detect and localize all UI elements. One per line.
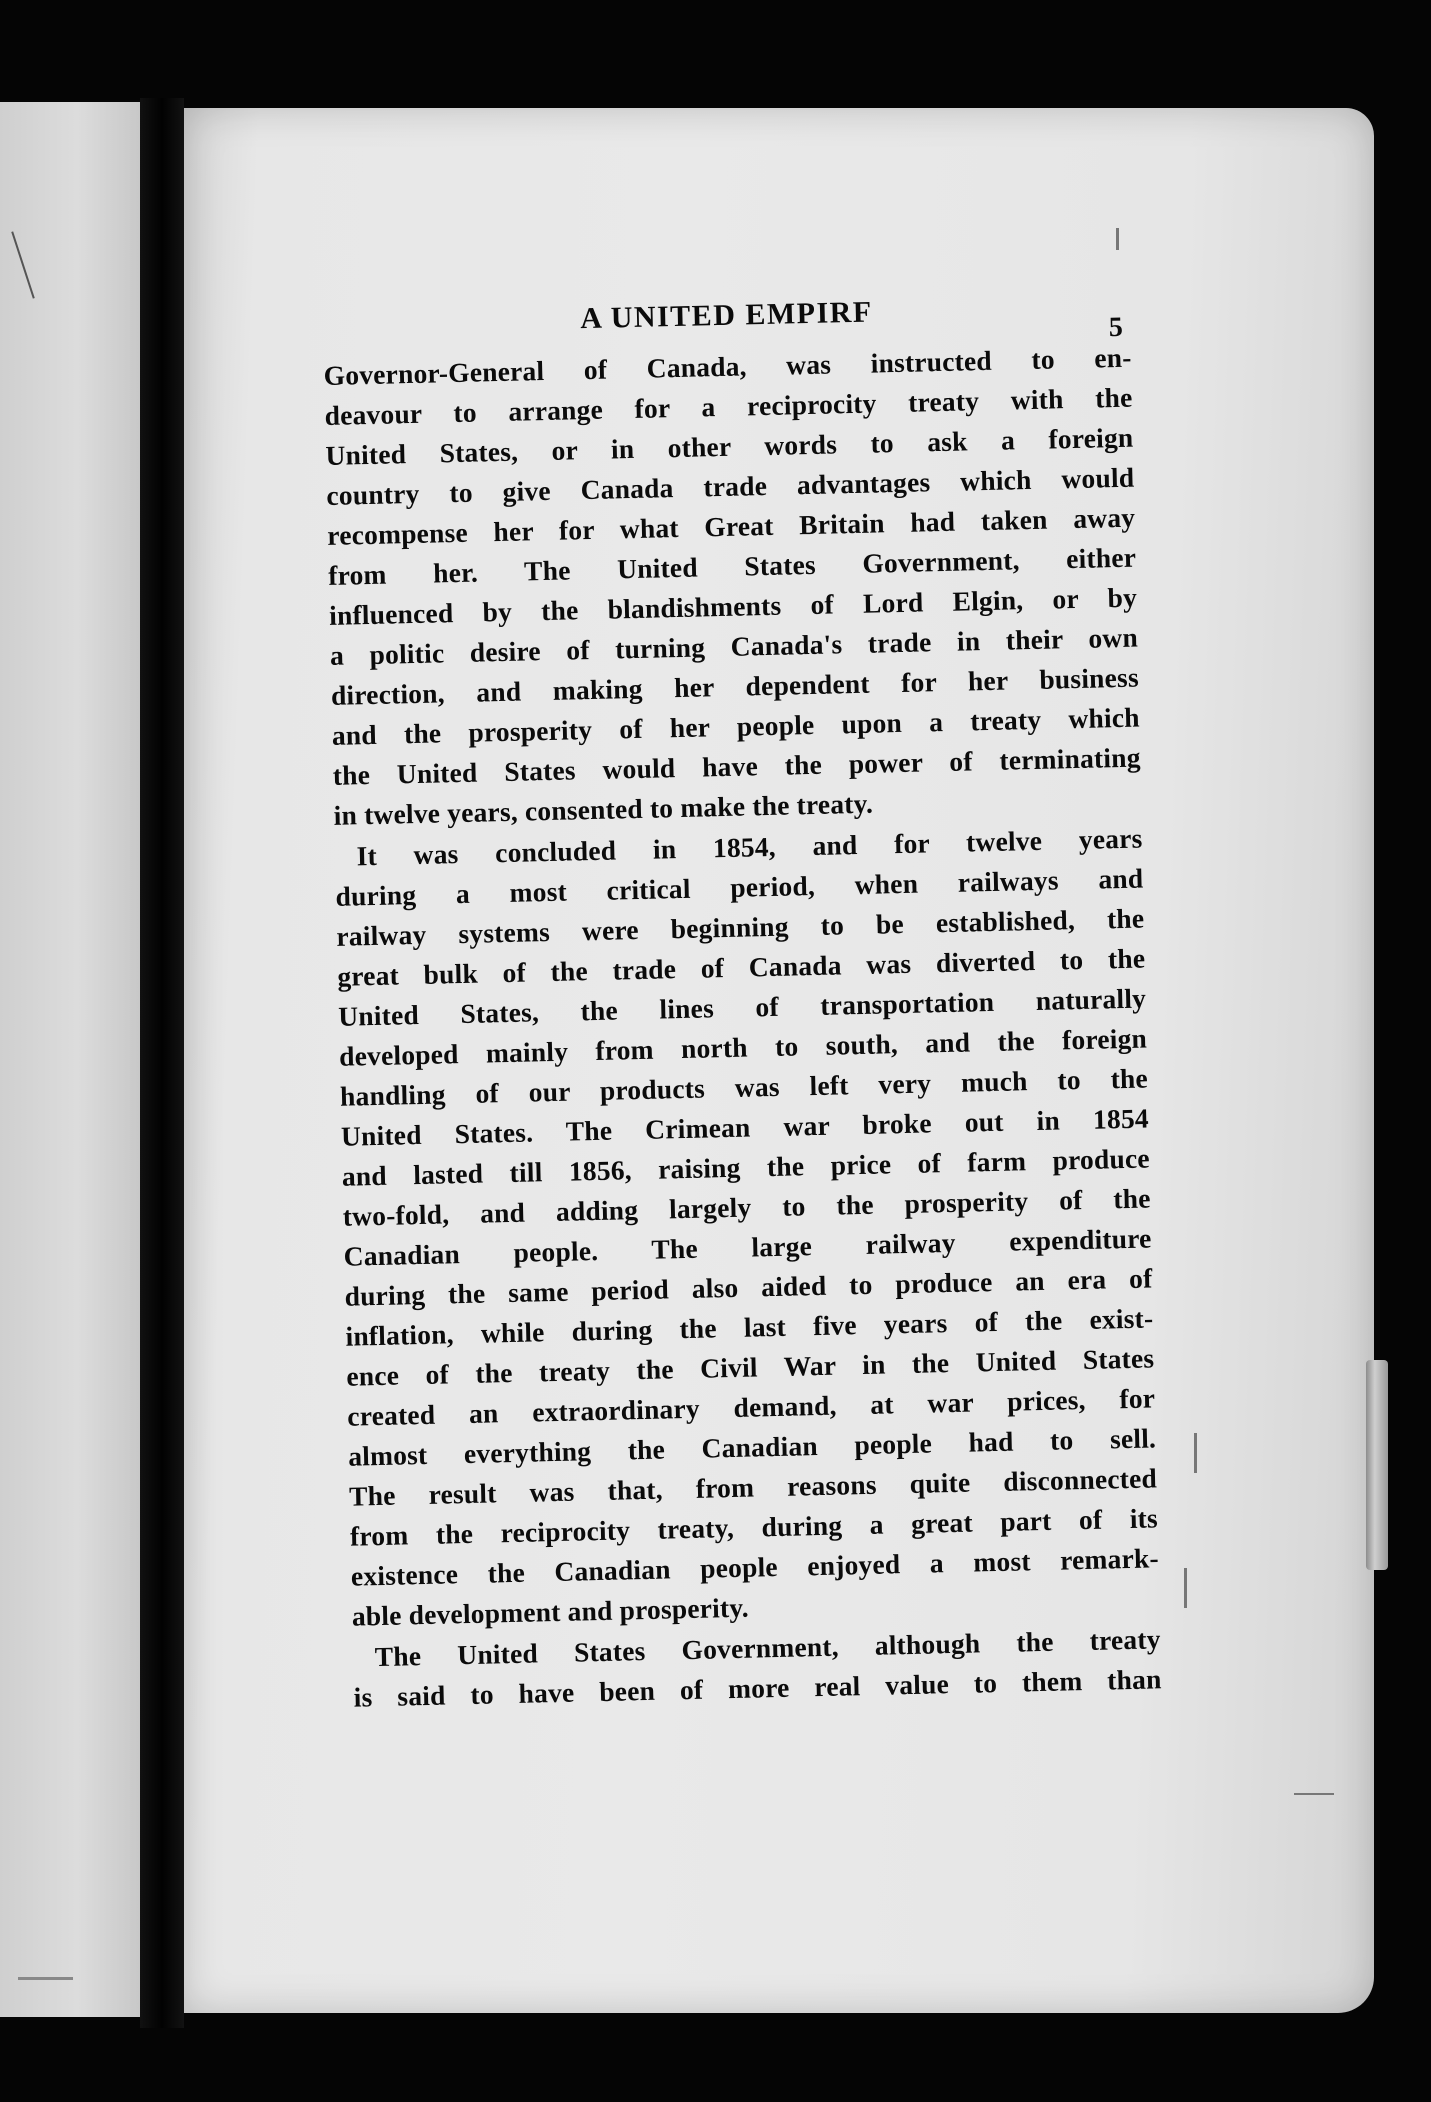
scan-mark [18,1977,73,1980]
scan-mark [1116,228,1119,250]
text-line: and the prosperity of her people upon a treaty which [331,701,1141,751]
paragraph [323,338,1142,836]
text-line: and lasted till 1856, raising the price of farm produce [341,1142,1151,1192]
text-line: developed mainly from north to south, and the foreign [338,1022,1148,1072]
text-line: great bulk of the trade of Canada was diverted to the [336,942,1146,992]
text-line: almost everything the Canadian people had to sell. [347,1422,1157,1472]
text-line: Canadian people. The large railway expenditure [343,1222,1152,1272]
text-line: United States, the lines of transportation naturally [337,982,1147,1032]
book-spine [140,98,184,2028]
running-title: A UNITED EMPIRF [579,295,874,336]
text-line: The United States Government, although the treaty [374,1623,1161,1673]
scan-mark [11,231,35,298]
text-line: from the reciprocity treaty, during a great part of its [349,1502,1159,1552]
text-line: in twelve years, consented to make the treaty. [333,787,874,831]
page-text-block [322,282,1162,1718]
text-line: is said to have been of more real value to them than [353,1663,1162,1713]
facing-page-edge [0,102,140,2017]
text-line: The result was that, from reasons quite disconnected [348,1462,1158,1512]
text-line: United States. The Crimean war broke out in 1854 [340,1102,1150,1152]
text-line: deavour to arrange for a reciprocity treaty with the [324,381,1133,431]
scan-mark [1294,1793,1334,1795]
text-line: ence of the treaty the Civil War in the United States [346,1342,1155,1392]
text-line: from her. The United States Government, either [327,541,1137,591]
text-line: United States, or in other words to ask a foreign [325,421,1134,471]
text-line: direction, and making her dependent for her business [330,661,1140,711]
text-line: the United States would have the power of terminating [332,741,1141,791]
text-line: railway systems were beginning to be established, the [336,902,1145,952]
text-line: handling of our products was left very much to the [339,1062,1149,1112]
page-clip [1366,1360,1388,1570]
text-line: two-fold, and adding largely to the prosperity of the [342,1182,1151,1232]
text-line: inflation, while during the last five years of the exist- [345,1302,1154,1352]
text-line: country to give Canada trade advantages which would [326,461,1135,511]
text-line: created an extraordinary demand, at war prices, for [346,1382,1156,1432]
text-line: Governor-General of Canada, was instructed to en- [323,341,1132,391]
scan-mark [1184,1568,1187,1608]
text-line: recompense her for what Great Britain had taken away [326,501,1136,551]
scan-mark [1194,1433,1197,1473]
text-line: existence the Canadian people enjoyed a most remark- [350,1542,1160,1592]
text-line: during a most critical period, when railways and [335,862,1144,912]
text-line: a politic desire of turning Canada's trade in their own [329,621,1139,671]
text-line: during the same period also aided to produce an era of [344,1262,1153,1312]
text-line: able development and prosperity. [351,1591,750,1632]
text-line: influenced by the blandishments of Lord Elgin, or by [328,581,1138,631]
text-line: It was concluded in 1854, and for twelve years [356,822,1143,872]
page-number: 5 [1108,311,1124,344]
paragraph [334,819,1160,1637]
